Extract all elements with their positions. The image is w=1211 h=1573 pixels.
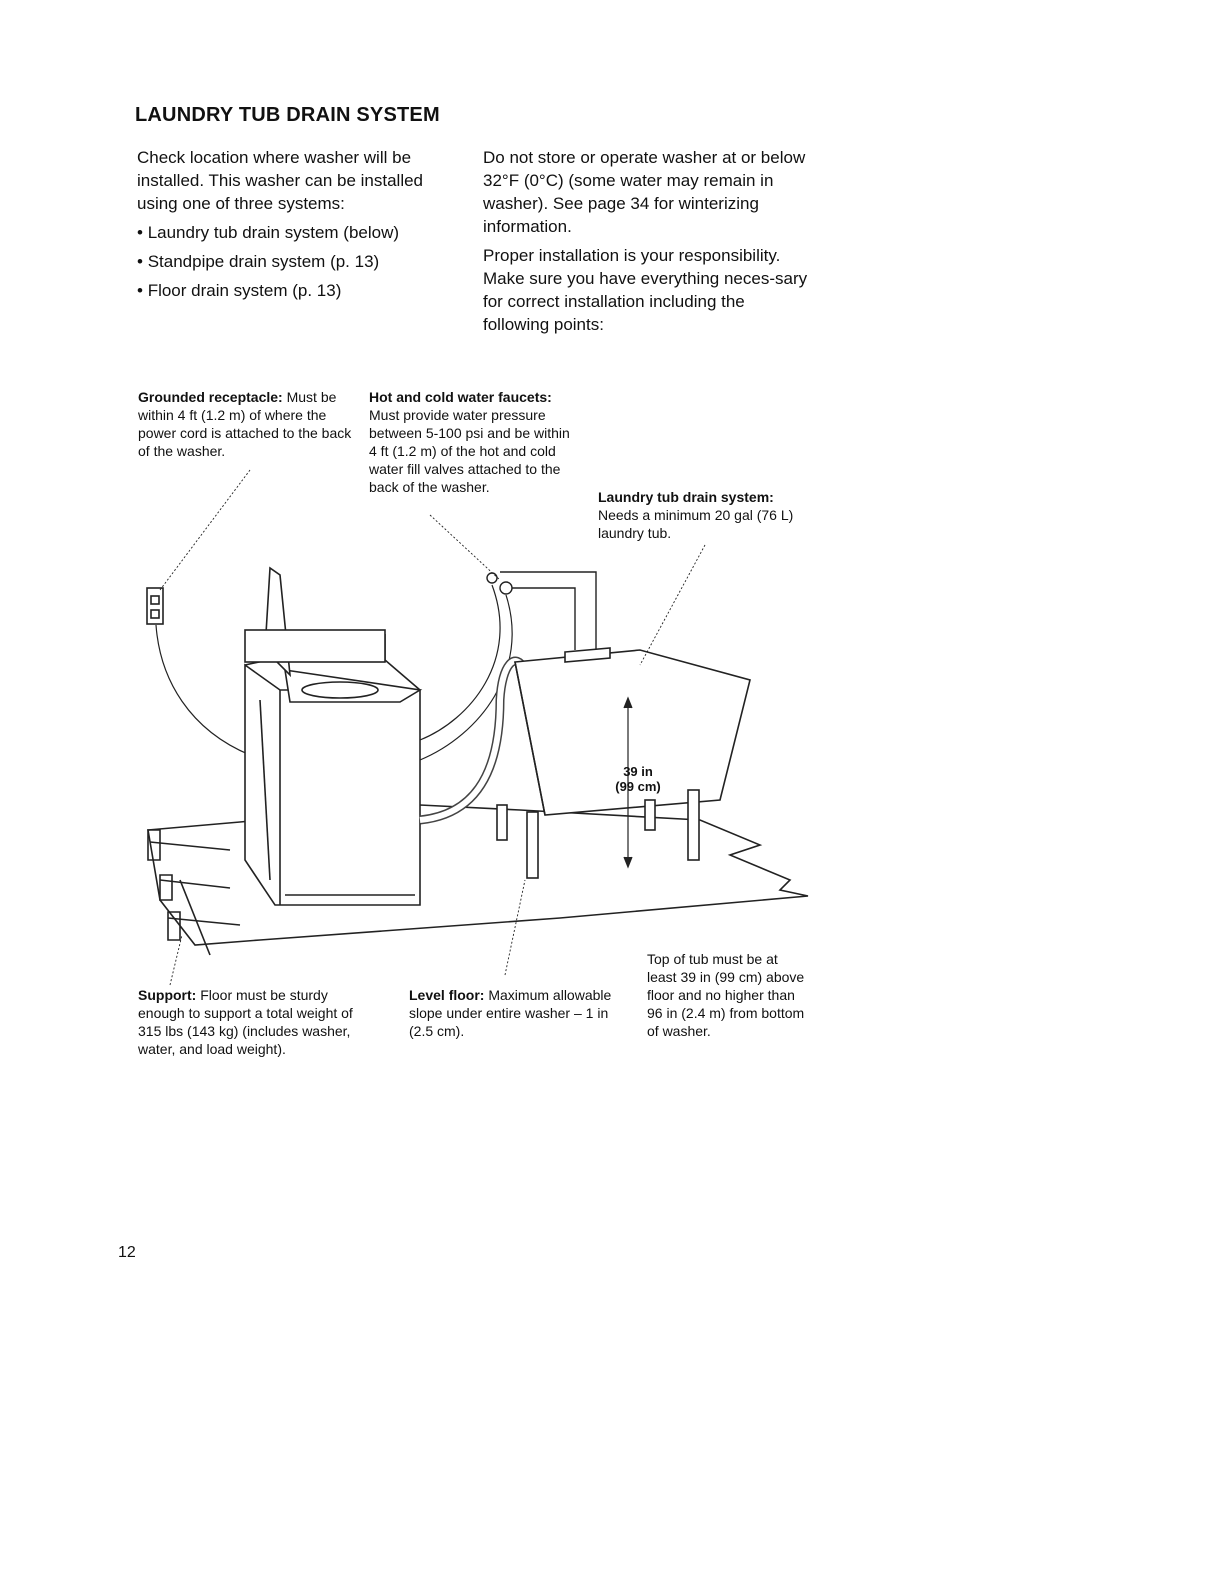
section-title: LAUNDRY TUB DRAIN SYSTEM xyxy=(135,104,440,126)
washer-illustration xyxy=(245,568,420,905)
water-pipes xyxy=(487,572,596,650)
responsibility-note: Proper installation is your responsibility. Make sure you have everything neces-sary for correct installation including the following points: xyxy=(483,246,808,334)
level-floor-text: Maximum allowable slope under entire washer – 1 in (2.5 cm). xyxy=(409,987,612,1039)
receptacle-text: Must be within 4 ft (1.2 m) of where the power cord is attached to the back of the washer. xyxy=(138,389,352,459)
page-number: 12 xyxy=(118,1244,136,1261)
receptacle-callout xyxy=(138,388,353,460)
receptacle-title: Grounded receptacle: xyxy=(138,389,283,405)
faucets-title: Hot and cold water faucets: xyxy=(369,389,552,405)
support-callout xyxy=(138,986,373,1058)
list-item: • Laundry tub drain system (below) xyxy=(137,221,457,244)
tub-height-text: Top of tub must be at least 39 in (99 cm) above floor and no higher than 96 in (2.4 m) from bottom of washer. xyxy=(647,951,805,1039)
list-item: • Floor drain system (p. 13) xyxy=(137,279,457,302)
height-dimension-label xyxy=(606,764,670,794)
level-floor-title: Level floor: xyxy=(409,987,485,1003)
faucets-text: Must provide water pressure between 5-100 psi and be within 4 ft (1.2 m) of the hot and cold water fill valves attached to the back of the washer. xyxy=(369,407,570,495)
support-text: Floor must be sturdy enough to support a total weight of 315 lbs (143 kg) (includes washer, water, and load weight). xyxy=(138,987,353,1057)
power-cord xyxy=(156,625,250,755)
faucets-callout xyxy=(369,388,574,496)
tub-height-callout xyxy=(647,950,807,1040)
temperature-note: Do not store or operate washer at or below 32°F (0°C) (some water may remain in washer). See page 34 for winterizing information. xyxy=(483,148,806,236)
tub-title: Laundry tub drain system: xyxy=(598,489,774,505)
height-cm: (99 cm) xyxy=(615,779,661,794)
intro-text: Check location where washer will be installed. This washer can be installed using one of three systems: xyxy=(137,148,424,213)
tub-text: Needs a minimum 20 gal (76 L) laundry tub. xyxy=(598,507,794,541)
level-floor-callout xyxy=(409,986,619,1040)
electrical-outlet-icon xyxy=(147,588,163,624)
list-item: • Standpipe drain system (p. 13) xyxy=(137,250,457,273)
support-title: Support: xyxy=(138,987,197,1003)
height-inches: 39 in xyxy=(623,764,653,779)
tub-callout xyxy=(598,488,813,542)
